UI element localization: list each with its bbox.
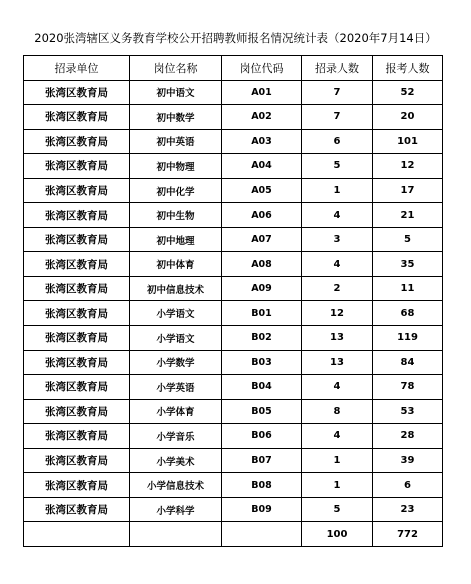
table-row bbox=[24, 375, 443, 400]
cell-post-name: 小学语文 bbox=[130, 326, 222, 351]
cell-hire-count: 4 bbox=[302, 252, 373, 277]
cell-post-code: B05 bbox=[222, 399, 302, 424]
cell-post-code: A01 bbox=[222, 80, 302, 105]
cell-post-name: 小学体育 bbox=[130, 399, 222, 424]
cell-unit: 张湾区教育局 bbox=[24, 424, 130, 449]
cell-hire-count: 1 bbox=[302, 178, 373, 203]
table-row bbox=[24, 424, 443, 449]
cell-hire-count: 5 bbox=[302, 497, 373, 522]
cell-applicant-count: 84 bbox=[373, 350, 443, 375]
table-row bbox=[24, 301, 443, 326]
table-row bbox=[24, 203, 443, 228]
cell-post-name: 初中语文 bbox=[130, 80, 222, 105]
cell-post-name: 初中信息技术 bbox=[130, 276, 222, 301]
cell-post-code: B04 bbox=[222, 375, 302, 400]
cell-applicant-count: 17 bbox=[373, 178, 443, 203]
cell-post-code: A06 bbox=[222, 203, 302, 228]
cell-applicant-count: 101 bbox=[373, 129, 443, 154]
cell-unit: 张湾区教育局 bbox=[24, 80, 130, 105]
document-title: 2020张湾辖区义务教育学校公开招聘教师报名情况统计表（2020年7月14日） bbox=[34, 31, 437, 45]
header-hire-count: 招录人数 bbox=[302, 56, 373, 81]
cell-post-code: A09 bbox=[222, 276, 302, 301]
header-applicant-count: 报考人数 bbox=[373, 56, 443, 81]
cell-post-code: A07 bbox=[222, 227, 302, 252]
cell-hire-count: 13 bbox=[302, 326, 373, 351]
cell-hire-count: 4 bbox=[302, 203, 373, 228]
cell-unit: 张湾区教育局 bbox=[24, 203, 130, 228]
cell-unit: 张湾区教育局 bbox=[24, 473, 130, 498]
cell-unit: 张湾区教育局 bbox=[24, 497, 130, 522]
cell-unit: 张湾区教育局 bbox=[24, 350, 130, 375]
cell-unit: 张湾区教育局 bbox=[24, 178, 130, 203]
table-row bbox=[24, 178, 443, 203]
table-row bbox=[24, 399, 443, 424]
total-cell-applicant-count: 772 bbox=[373, 522, 443, 547]
cell-post-name: 小学音乐 bbox=[130, 424, 222, 449]
table-row bbox=[24, 154, 443, 179]
cell-post-code: B08 bbox=[222, 473, 302, 498]
cell-hire-count: 7 bbox=[302, 105, 373, 130]
table-row bbox=[24, 448, 443, 473]
table-row bbox=[24, 227, 443, 252]
cell-unit: 张湾区教育局 bbox=[24, 326, 130, 351]
cell-hire-count: 4 bbox=[302, 424, 373, 449]
cell-applicant-count: 53 bbox=[373, 399, 443, 424]
table-row bbox=[24, 473, 443, 498]
cell-unit: 张湾区教育局 bbox=[24, 301, 130, 326]
cell-post-code: B01 bbox=[222, 301, 302, 326]
cell-applicant-count: 28 bbox=[373, 424, 443, 449]
cell-applicant-count: 119 bbox=[373, 326, 443, 351]
cell-unit: 张湾区教育局 bbox=[24, 276, 130, 301]
cell-post-code: A05 bbox=[222, 178, 302, 203]
cell-hire-count: 12 bbox=[302, 301, 373, 326]
cell-unit: 张湾区教育局 bbox=[24, 448, 130, 473]
cell-post-code: B02 bbox=[222, 326, 302, 351]
cell-post-code: B06 bbox=[222, 424, 302, 449]
table-row bbox=[24, 80, 443, 105]
cell-post-code: A04 bbox=[222, 154, 302, 179]
cell-post-code: B07 bbox=[222, 448, 302, 473]
cell-hire-count: 1 bbox=[302, 473, 373, 498]
table-header-row bbox=[24, 56, 443, 81]
cell-post-name: 小学科学 bbox=[130, 497, 222, 522]
cell-applicant-count: 78 bbox=[373, 375, 443, 400]
cell-applicant-count: 21 bbox=[373, 203, 443, 228]
total-cell-post-name bbox=[130, 522, 222, 547]
total-cell-hire-count: 100 bbox=[302, 522, 373, 547]
cell-unit: 张湾区教育局 bbox=[24, 227, 130, 252]
table-row bbox=[24, 129, 443, 154]
cell-applicant-count: 35 bbox=[373, 252, 443, 277]
cell-unit: 张湾区教育局 bbox=[24, 105, 130, 130]
header-post-code: 岗位代码 bbox=[222, 56, 302, 81]
cell-post-code: B03 bbox=[222, 350, 302, 375]
cell-unit: 张湾区教育局 bbox=[24, 252, 130, 277]
cell-hire-count: 8 bbox=[302, 399, 373, 424]
cell-applicant-count: 5 bbox=[373, 227, 443, 252]
cell-hire-count: 5 bbox=[302, 154, 373, 179]
total-cell-unit bbox=[24, 522, 130, 547]
cell-hire-count: 3 bbox=[302, 227, 373, 252]
cell-post-name: 初中数学 bbox=[130, 105, 222, 130]
cell-post-code: A03 bbox=[222, 129, 302, 154]
cell-post-name: 小学语文 bbox=[130, 301, 222, 326]
cell-post-name: 初中化学 bbox=[130, 178, 222, 203]
cell-hire-count: 2 bbox=[302, 276, 373, 301]
cell-post-name: 初中生物 bbox=[130, 203, 222, 228]
header-unit: 招录单位 bbox=[24, 56, 130, 81]
table-row bbox=[24, 252, 443, 277]
cell-applicant-count: 68 bbox=[373, 301, 443, 326]
total-row bbox=[24, 522, 443, 547]
cell-unit: 张湾区教育局 bbox=[24, 375, 130, 400]
cell-post-name: 初中地理 bbox=[130, 227, 222, 252]
cell-applicant-count: 20 bbox=[373, 105, 443, 130]
cell-hire-count: 7 bbox=[302, 80, 373, 105]
cell-hire-count: 4 bbox=[302, 375, 373, 400]
cell-applicant-count: 52 bbox=[373, 80, 443, 105]
header-post-name: 岗位名称 bbox=[130, 56, 222, 81]
total-cell-post-code bbox=[222, 522, 302, 547]
statistics-table bbox=[23, 55, 443, 547]
table-body bbox=[24, 80, 443, 546]
table-row bbox=[24, 276, 443, 301]
cell-post-name: 小学美术 bbox=[130, 448, 222, 473]
cell-unit: 张湾区教育局 bbox=[24, 129, 130, 154]
table-row bbox=[24, 105, 443, 130]
cell-hire-count: 1 bbox=[302, 448, 373, 473]
cell-post-name: 小学英语 bbox=[130, 375, 222, 400]
cell-applicant-count: 23 bbox=[373, 497, 443, 522]
cell-applicant-count: 12 bbox=[373, 154, 443, 179]
cell-hire-count: 13 bbox=[302, 350, 373, 375]
cell-hire-count: 6 bbox=[302, 129, 373, 154]
cell-post-name: 初中物理 bbox=[130, 154, 222, 179]
cell-post-name: 初中体育 bbox=[130, 252, 222, 277]
cell-applicant-count: 6 bbox=[373, 473, 443, 498]
cell-post-name: 初中英语 bbox=[130, 129, 222, 154]
cell-unit: 张湾区教育局 bbox=[24, 154, 130, 179]
cell-post-code: A08 bbox=[222, 252, 302, 277]
cell-post-code: A02 bbox=[222, 105, 302, 130]
cell-post-code: B09 bbox=[222, 497, 302, 522]
table-row bbox=[24, 350, 443, 375]
cell-applicant-count: 11 bbox=[373, 276, 443, 301]
table-row bbox=[24, 326, 443, 351]
cell-unit: 张湾区教育局 bbox=[24, 399, 130, 424]
cell-post-name: 小学数学 bbox=[130, 350, 222, 375]
table-row bbox=[24, 497, 443, 522]
cell-post-name: 小学信息技术 bbox=[130, 473, 222, 498]
cell-applicant-count: 39 bbox=[373, 448, 443, 473]
